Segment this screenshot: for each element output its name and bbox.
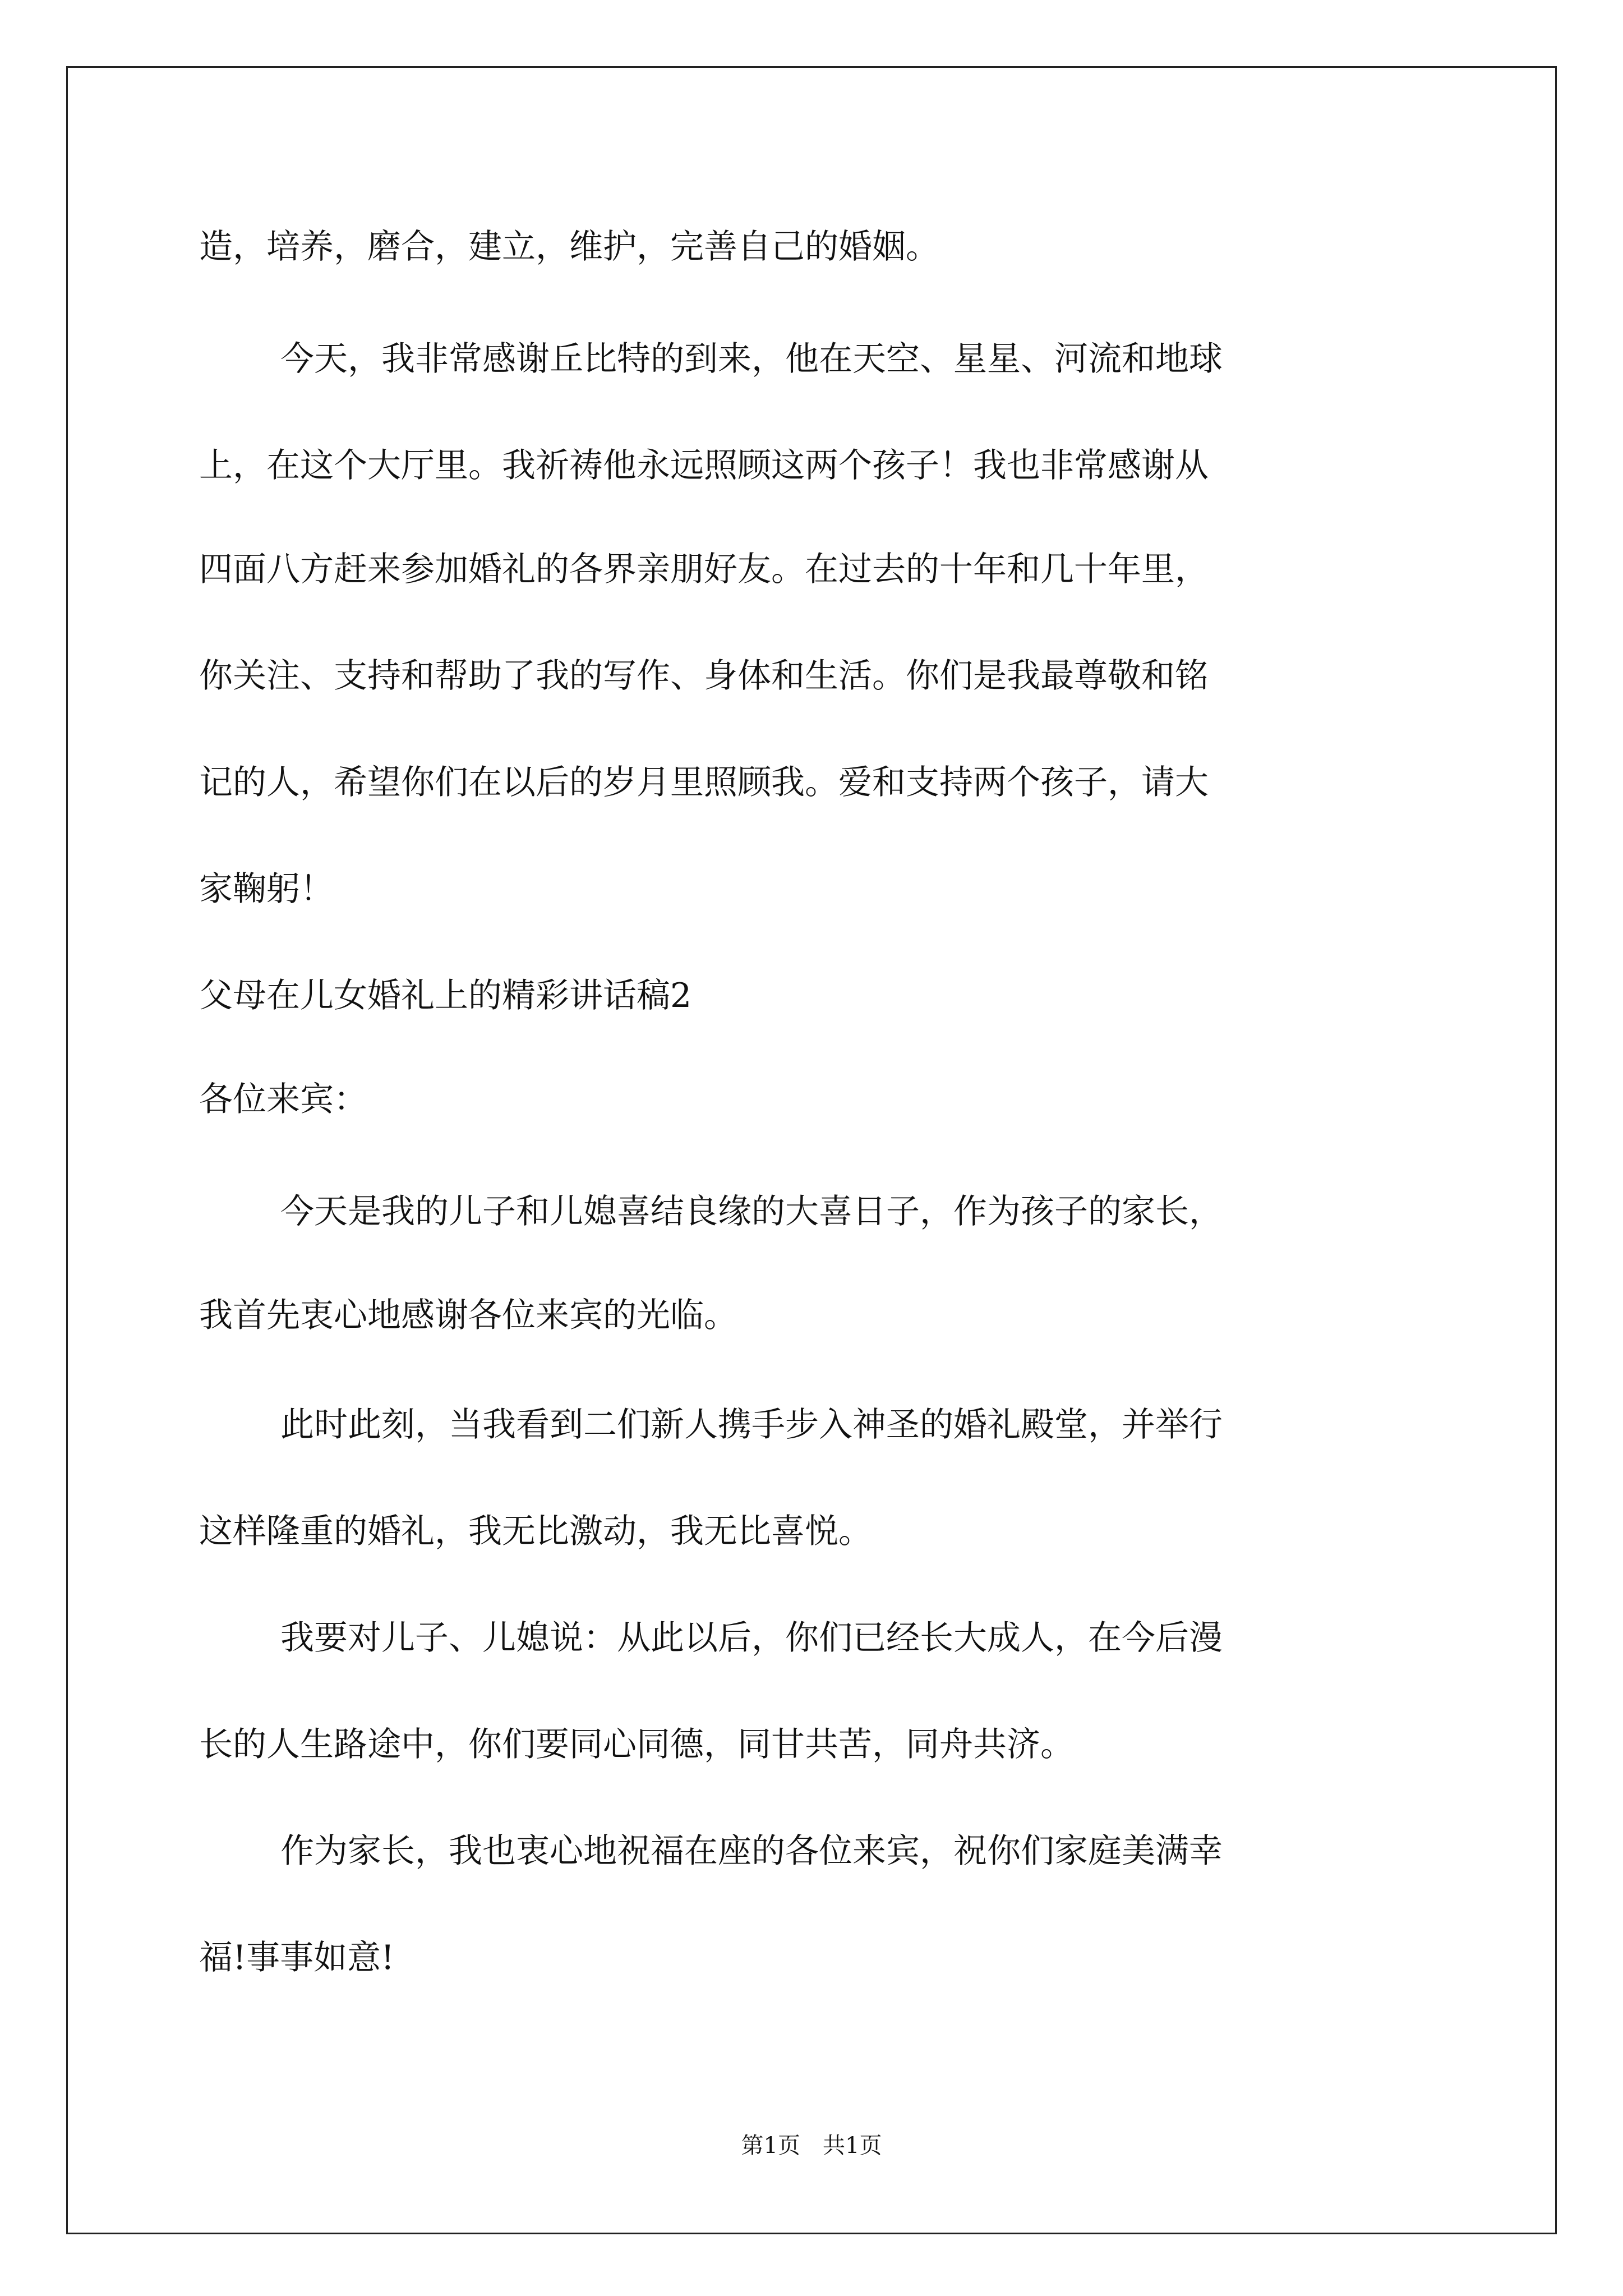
paragraph-line-6: 记的人，希望你们在以后的岁月里照顾我。爱和支持两个孩子，请大 <box>199 763 1209 802</box>
paragraph-line-1: 造，培养，磨合，建立，维护，完善自己的婚姻。 <box>199 227 939 266</box>
paragraph-line-17: 福!事事如意! <box>199 1938 395 1977</box>
paragraph-line-13: 这样隆重的婚礼，我无比激动，我无比喜悦。 <box>199 1512 872 1551</box>
paragraph-line-7: 家鞠躬！ <box>199 869 334 909</box>
paragraph-line-11: 我首先衷心地感谢各位来宾的光临。 <box>199 1296 737 1335</box>
paragraph-line-5: 你关注、支持和帮助了我的写作、身体和生活。你们是我最尊敬和铭 <box>199 656 1209 696</box>
section-heading: 父母在儿女婚礼上的精彩讲话稿2 <box>199 976 692 1015</box>
page-number-footer: 第1页 共1页 <box>741 2133 882 2159</box>
paragraph-line-15: 长的人生路途中，你们要同心同德，同甘共苦，同舟共济。 <box>199 1725 1074 1764</box>
paragraph-line-16: 作为家长，我也衷心地祝福在座的各位来宾，祝你们家庭美满幸 <box>280 1832 1223 1871</box>
paragraph-line-14: 我要对儿子、儿媳说：从此以后，你们已经长大成人，在今后漫 <box>280 1618 1223 1658</box>
paragraph-line-2: 今天，我非常感谢丘比特的到来，他在天空、星星、河流和地球 <box>280 339 1223 379</box>
paragraph-line-4: 四面八方赶来参加婚礼的各界亲朋好友。在过去的十年和几十年里， <box>199 550 1209 589</box>
paragraph-line-10: 今天是我的儿子和儿媳喜结良缘的大喜日子，作为孩子的家长， <box>280 1192 1223 1231</box>
paragraph-line-3: 上，在这个大厅里。我祈祷他永远照顾这两个孩子！我也非常感谢从 <box>199 446 1209 485</box>
paragraph-line-12: 此时此刻，当我看到二们新人携手步入神圣的婚礼殿堂，并举行 <box>280 1405 1223 1444</box>
page-border <box>66 66 1557 2234</box>
salutation: 各位来宾： <box>199 1080 367 1119</box>
